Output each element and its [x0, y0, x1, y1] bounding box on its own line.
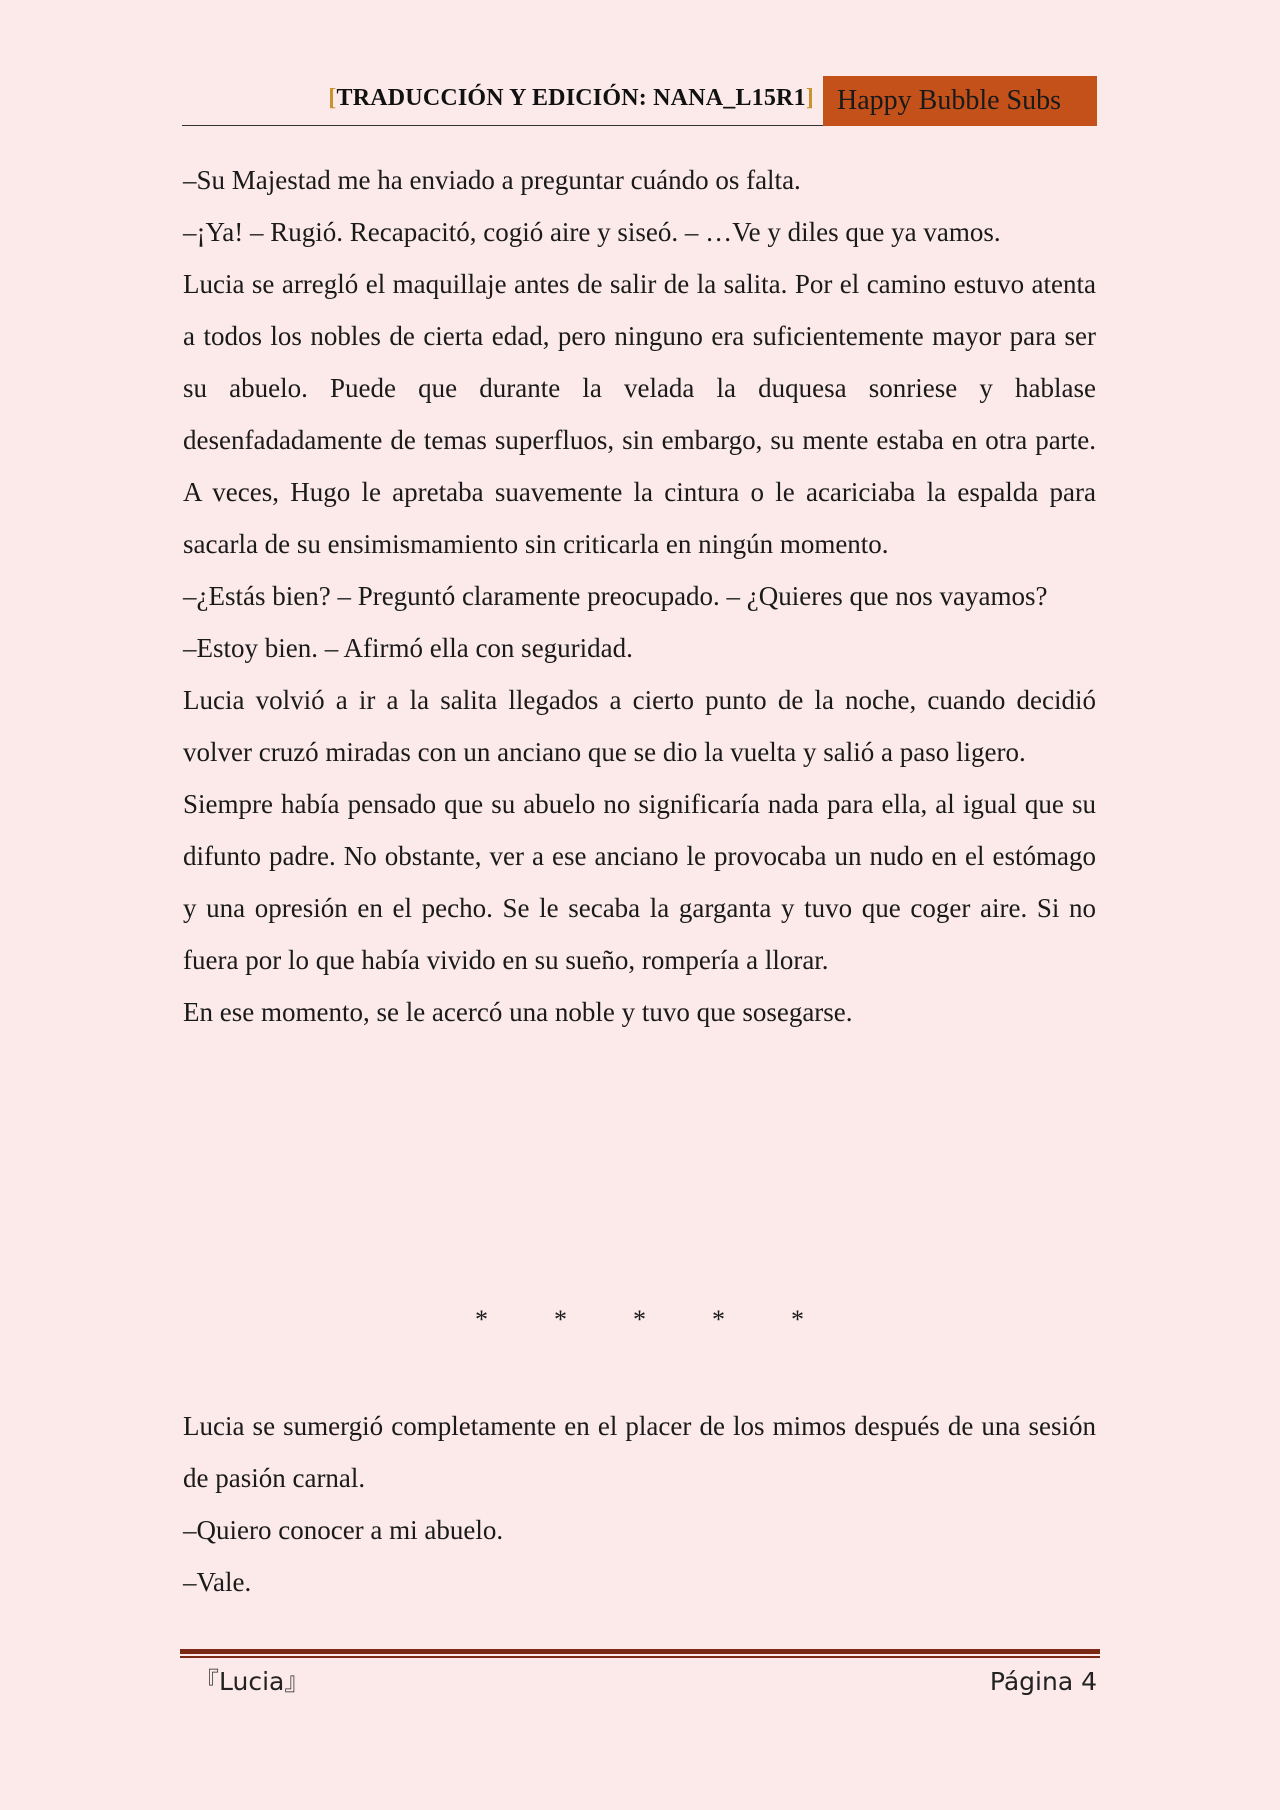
body-text [183, 154, 1096, 1038]
header-bracket-open: [ [328, 85, 337, 111]
body-text-after-separator [183, 1400, 1096, 1608]
separator-asterisk: * [791, 1305, 804, 1334]
paragraph: –Quiero conocer a mi abuelo. [183, 1515, 504, 1545]
footer-book-title: 『Lucia』 [194, 1667, 310, 1696]
paragraph: –Estoy bien. – Afirmó ella con seguridad. [183, 633, 633, 663]
separator-asterisk: * [633, 1305, 646, 1334]
paragraph: En ese momento, se le acercó una noble y tuvo que sosegarse. [183, 997, 853, 1027]
footer-rule-thin [180, 1656, 1100, 1658]
paragraph: Lucia se sumergió completamente en el placer de los mimos después de una sesión de pasión carnal. [183, 1411, 1096, 1493]
page-header [182, 76, 1097, 126]
separator-asterisk: * [554, 1305, 567, 1334]
paragraph: –Vale. [183, 1567, 252, 1597]
paragraph: –¿Estás bien? – Preguntó claramente preocupado. – ¿Quieres que nos vayamos? [183, 581, 1048, 611]
paragraph: –Su Majestad me ha enviado a preguntar cuándo os falta. [183, 165, 801, 195]
scene-separator [183, 1294, 1096, 1346]
footer-rule-thick [180, 1649, 1100, 1654]
paragraph: Siempre había pensado que su abuelo no significaría nada para ella, al igual que su difunto padre. No obstante, ver a ese anciano le provocaba un nudo en el estómago y una opresión en el pecho. Se le secaba la garganta y tuvo que coger aire. Si no fuera por lo que había vivido en su sueño, rompería a llorar. [183, 789, 1096, 975]
header-title [328, 85, 814, 112]
separator-asterisk: * [712, 1305, 725, 1334]
paragraph: –¡Ya! – Rugió. Recapacitó, cogió aire y siseó. – …Ve y diles que ya vamos. [183, 217, 1001, 247]
footer-page-number: Página 4 [989, 1667, 1097, 1696]
header-bracket-close: ] [805, 85, 814, 111]
separator-asterisk: * [475, 1305, 488, 1334]
header-title-text: TRADUCCIÓN Y EDICIÓN: NANA_L15R1 [336, 85, 806, 111]
header-badge: Happy Bubble Subs [823, 76, 1097, 126]
header-rule [182, 125, 823, 126]
paragraph: Lucia se arregló el maquillaje antes de salir de la salita. Por el camino estuvo atenta a todos los nobles de cierta edad, pero ninguno era suficientemente mayor para ser su abuelo. Puede que durante la velada la duquesa sonriese y hablase desenfadadamente de temas superfluos, sin embargo, su mente estaba en otra parte. A veces, Hugo le apretaba suavemente la cintura o le acariciaba la espalda para sacarla de su ensimismamiento sin criticarla en ningún momento. [183, 269, 1096, 559]
paragraph: Lucia volvió a ir a la salita llegados a cierto punto de la noche, cuando decidió volver cruzó miradas con un anciano que se dio la vuelta y salió a paso ligero. [183, 685, 1096, 767]
